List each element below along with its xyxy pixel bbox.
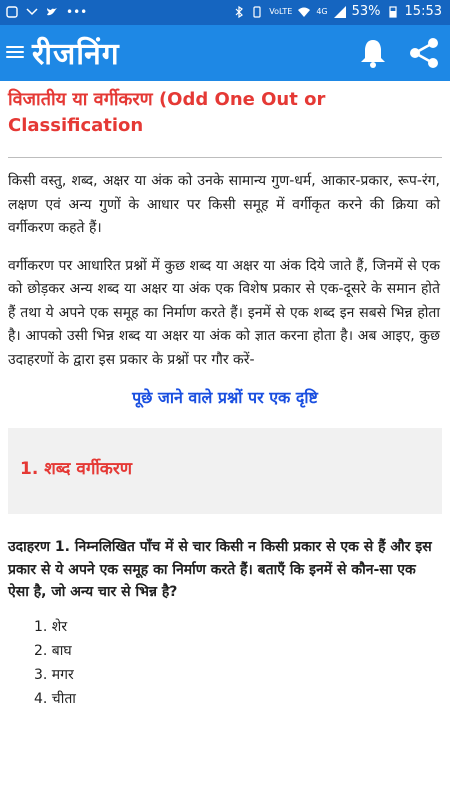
section-heading: पूछे जाने वाले प्रश्नों पर एक दृष्टि bbox=[132, 388, 318, 408]
article-content[interactable] bbox=[0, 81, 450, 800]
explanation-paragraph: वर्गीकरण पर आधारित प्रश्नों में कुछ शब्द या अक्षर या अंक दिये जाते हैं, जिनमें से एक को छोड़कर अन्य शब्द या अक्षर या अंक एक विशेष प्रकार से एक-दूसरे के समान होते हैं तथा ये अपने एक समूह का निर्माण करते हैं। इनमें से एक शब्द इन सबसे भिन्न होता है। आपको उसी भिन्न शब्द या अक्षर या अंक को ज्ञात करना होता है। अब आइए, कुछ उदाहरणों के द्वारा इस प्रकार के प्रश्नों पर गौर करें- bbox=[8, 257, 440, 368]
option-item: 4. चीता bbox=[34, 691, 76, 708]
overflow-dots: ••• bbox=[66, 5, 88, 19]
section-box bbox=[8, 428, 442, 514]
option-item: 3. मगर bbox=[34, 667, 74, 684]
battery-icon bbox=[387, 6, 399, 18]
wifi-icon bbox=[298, 6, 310, 18]
status-bar bbox=[0, 0, 450, 25]
notification-icon bbox=[6, 6, 18, 18]
missed-call-icon bbox=[26, 6, 38, 18]
share-icon[interactable] bbox=[408, 37, 440, 69]
option-item: 1. शेर bbox=[34, 619, 68, 636]
bell-icon[interactable] bbox=[358, 37, 388, 69]
signal-icon bbox=[334, 6, 346, 18]
vibrate-icon bbox=[251, 6, 263, 18]
box-title: 1. शब्द वर्गीकरण bbox=[20, 459, 133, 480]
twitter-icon bbox=[46, 6, 58, 18]
network-label: 4G bbox=[316, 7, 328, 16]
status-right-icons bbox=[233, 4, 442, 19]
app-bar bbox=[0, 25, 450, 81]
status-left-icons bbox=[6, 5, 87, 19]
title-divider bbox=[8, 157, 442, 158]
clock: 15:53 bbox=[404, 4, 442, 19]
volte-label: VoLTE bbox=[269, 7, 293, 16]
app-title: रीजनिंग bbox=[32, 37, 120, 72]
option-list bbox=[0, 615, 450, 711]
article-title: विजातीय या वर्गीकरण (Odd One Out or Classification bbox=[8, 89, 326, 137]
intro-paragraph: किसी वस्तु, शब्द, अक्षर या अंक को उनके सामान्य गुण-धर्म, आकार-प्रकार, रूप-रंग, लक्षण एवं अन्य गुणों के आधार पर किसी समूह में वर्गीकृत करने की क्रिया को वर्गीकरण कहते हैं। bbox=[8, 173, 440, 237]
example-question: उदाहरण 1. निम्नलिखित पाँच में से चार किसी न किसी प्रकार से एक से हैं और इस प्रकार से ये अपने एक समूह का निर्माण करते हैं। बताएँ कि इनमें से कौन-सा एक ऐसा है, जो अन्य चार से भिन्न है? bbox=[8, 539, 432, 601]
menu-icon[interactable] bbox=[6, 43, 24, 61]
bluetooth-icon bbox=[233, 6, 245, 18]
battery-percent: 53% bbox=[351, 4, 381, 19]
option-item: 2. बाघ bbox=[34, 643, 72, 660]
